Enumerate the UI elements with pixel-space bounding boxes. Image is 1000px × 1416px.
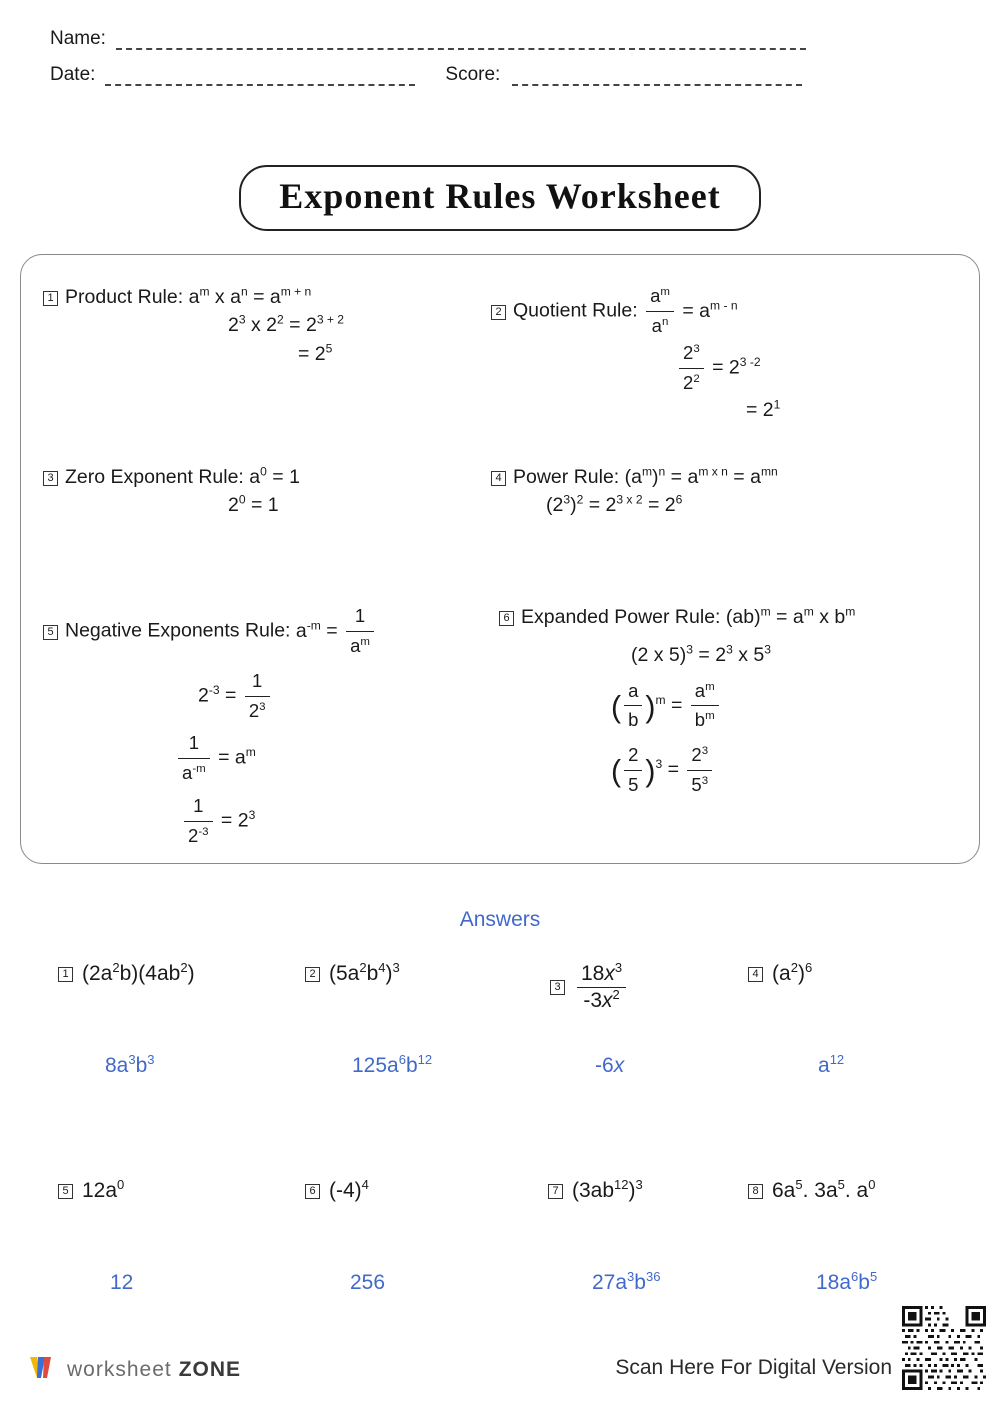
answers-heading: Answers [459,908,541,931]
page-title: Exponent Rules Worksheet [239,165,760,231]
rule-statement: $a^0 = 1$ [249,464,300,488]
rule-item-quotient [491,283,961,425]
rule-name: Negative Exponents Rule: [65,619,291,642]
rule-example: ( $\frac{a}{b}$ )$^m$ = $\frac{a^m}{b^m}$ [611,678,969,735]
rule-name: Power Rule: [513,466,620,488]
worksheet-zone-logo-icon [28,1354,58,1386]
rule-example: = $2^1$ [746,397,781,422]
student-info-header [0,28,1000,100]
date-label: Date: [50,64,96,85]
rule-statement: $(a^m)^n = a^{m x n} = a^{mn}$ [624,464,778,488]
rule-name: Product Rule: [65,286,184,308]
problem-number: 4 [748,967,763,982]
answers-grid [0,962,1000,1374]
answer-5: 12 [110,1271,134,1294]
problem-2: 2 $(5a^2b^4)^3$ [305,962,400,986]
rule-item-negative-exponents [43,603,503,850]
rule-item-expanded-power [499,603,969,799]
rule-number: 5 [43,625,58,640]
scan-instruction: Scan Here For Digital Version [615,1356,892,1379]
rule-item-power [491,463,961,520]
rule-example: $2^3$ x $2^2 = 2^{3 + 2}$ [228,312,345,337]
answer-1: $8a^3b^3$ [105,1052,155,1077]
date-input-line[interactable] [105,74,415,86]
problem-5: 5 $12a^0$ [58,1179,124,1203]
answer-4: $a^{12}$ [818,1052,845,1077]
name-row [0,28,1000,50]
problem-number: 3 [550,980,565,995]
rule-example: $2^0 = 1$ [228,492,279,517]
problem-number: 1 [58,967,73,982]
problem-7: 7 $(3ab^{12})^3$ [548,1179,643,1203]
problem-number: 6 [305,1184,320,1199]
rule-item-zero-exponent [43,463,483,520]
rule-name: Zero Exponent Rule: [65,466,244,488]
answer-7: $27a^3b^{36}$ [592,1269,661,1294]
answers-row [0,962,1000,1157]
rules-panel [20,254,980,864]
problem-number: 2 [305,967,320,982]
rule-example: $\frac{1}{2^{-3}}$ = $2^3$ [181,793,503,850]
problem-number: 8 [748,1184,763,1199]
rule-name: Quotient Rule: [513,299,638,322]
title-container [0,165,1000,231]
name-input-line[interactable] [116,38,806,50]
problem-8: 8 $6a^5$. $3a^5$. $a^0$ [748,1179,876,1203]
problem-4: 4 $(a^2)^6$ [748,962,812,986]
rule-number: 3 [43,471,58,486]
problem-number: 5 [58,1184,73,1199]
qr-code[interactable] [902,1306,986,1390]
rule-statement: $\frac{a^m}{a^n}$ = $a^{m - n}$ [643,300,737,322]
rule-statement: $a^{-m}$ = $\frac{1}{a^m}$ [296,620,377,642]
footer [0,1334,1000,1394]
rule-statement: $(ab)^m = a^m$ x $b^m$ [725,604,856,628]
rule-example: $\frac{1}{a^{-m}}$ = $a^m$ [175,730,503,787]
name-label: Name: [50,28,106,49]
brand-name: worksheet ZONE [67,1358,242,1381]
rule-example: (2 x $5)^3 = 2^3$ x $5^3$ [631,642,771,667]
problem-3: 3 $\frac{18x^3}{-3x^2}$ [550,962,629,1013]
rule-number: 4 [491,471,506,486]
problem-number: 7 [548,1184,563,1199]
brand-logo[interactable] [28,1354,241,1386]
answer-3: -6x [595,1054,625,1077]
rule-statement: $a^m$ x $a^n = a^{m + n}$ [188,284,312,308]
rule-number: 1 [43,291,58,306]
answer-8: $18a^6b^5$ [816,1269,878,1294]
rule-example: $\frac{2^3}{2^2}$ = $2^{3 -2}$ [676,340,961,397]
problem-6: 6 $(-4)^4$ [305,1179,369,1203]
answer-2: $125a^6b^{12}$ [352,1052,433,1077]
rule-example: = $2^5$ [298,341,333,365]
date-score-row [0,64,1000,86]
answer-6: 256 [350,1271,386,1294]
rule-name: Expanded Power Rule: [521,606,721,628]
score-input-line[interactable] [512,74,802,86]
rule-number: 2 [491,305,506,320]
rule-example: $(2^3)^2 = 2^{3 x 2} = 2^6$ [546,492,683,517]
score-label: Score: [445,64,501,85]
rule-example: $2^{-3}$ = $\frac{1}{2^3}$ [198,668,503,725]
problem-1: 1 $(2a^2b)(4ab^2)$ [58,962,195,986]
rule-example: ( $\frac{2}{5}$ )$^3$ = $\frac{2^3}{5^3}$ [611,742,969,799]
rule-number: 6 [499,611,514,626]
rule-item-product [43,283,483,368]
